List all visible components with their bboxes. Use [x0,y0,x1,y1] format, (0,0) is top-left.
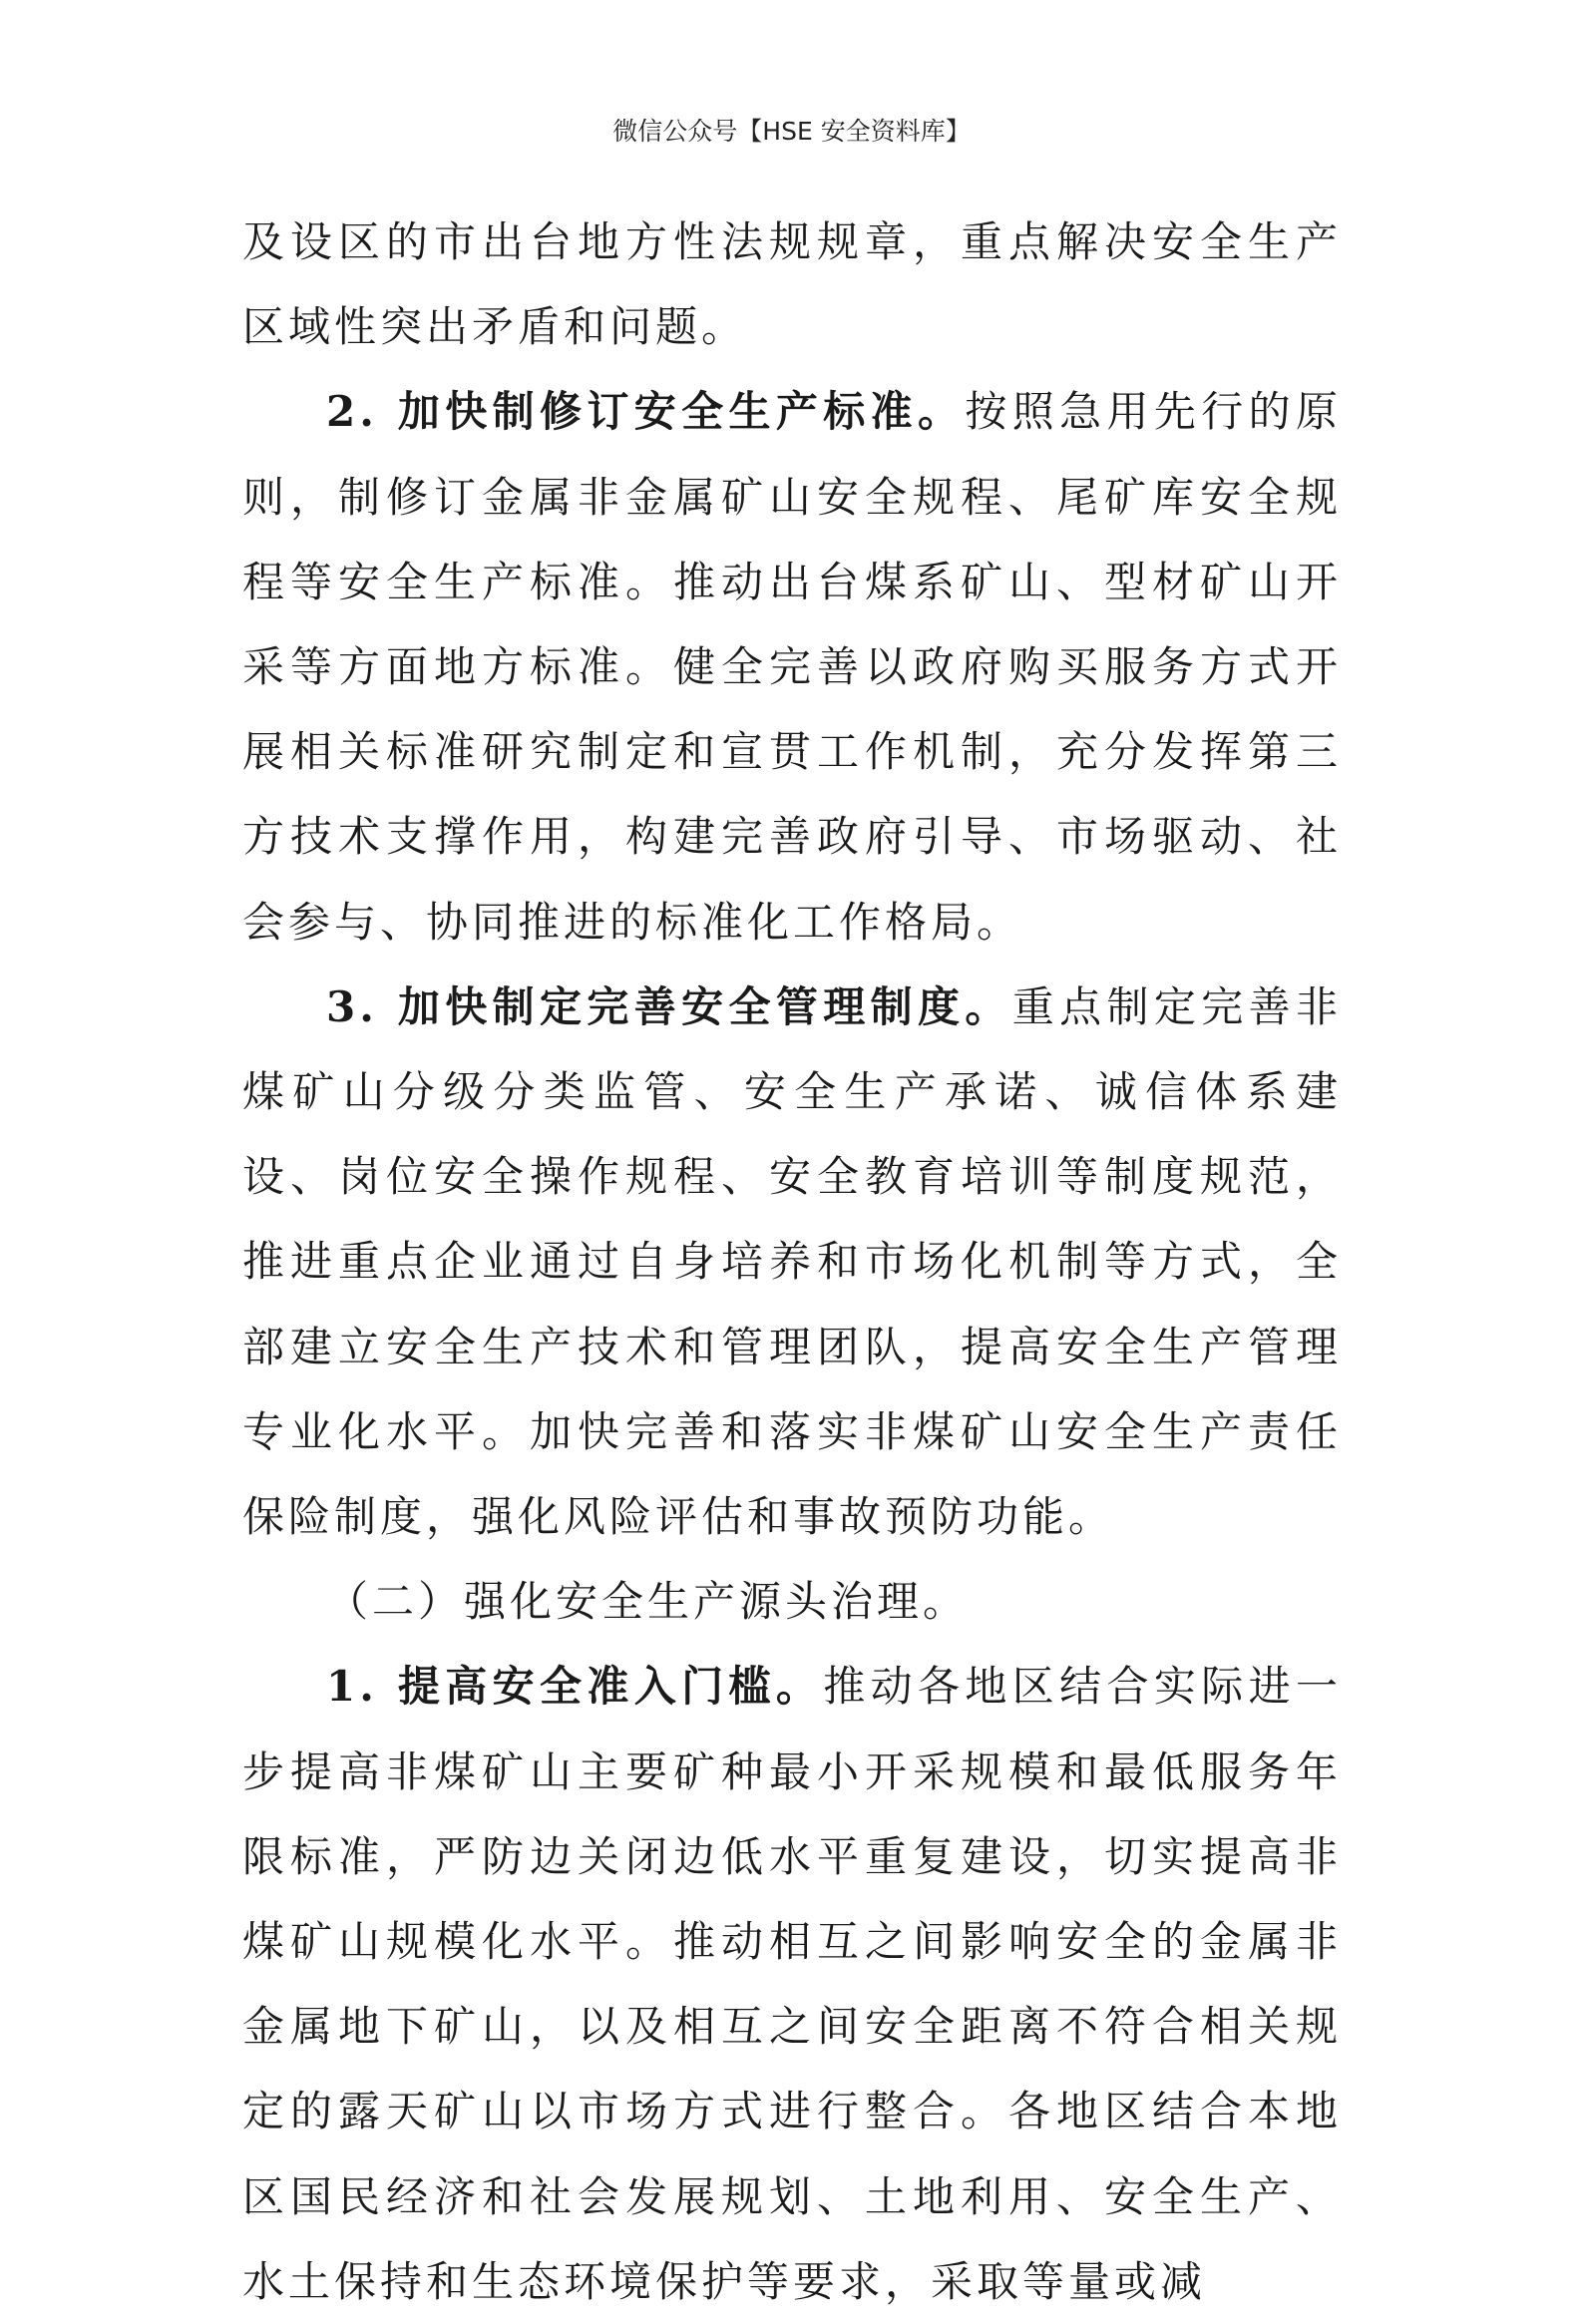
document-body [242,199,1342,2324]
paragraph-2 [242,369,1342,964]
paragraph-4-text: 推动各地区结合实际进一步提高非煤矿山主要矿种最小开采规模和最低服务年限标准，严防边关闭边低水平重复建设，切实提高非煤矿山规模化水平。推动相互之间影响安全的金属非金属地下矿山，以及相互之间安全距离不符合相关规定的露天矿山以市场方式进行整合。各地区结合本地区国民经济和社会发展规划、土地利用、安全生产、水土保持和生态环境保护等要求，采取等量或减 [242,1662,1342,2306]
paragraph-1 [242,199,1342,369]
section-heading [242,1559,1342,1644]
paragraph-3-heading: 3. 加快制定完善安全管理制度。 [326,981,1012,1031]
paragraph-4 [242,1644,1342,2324]
paragraph-2-text: 按照急用先行的原则，制修订金属非金属矿山安全规程、尾矿库安全规程等安全生产标准。推动出台煤系矿山、型材矿山开采等方面地方标准。健全完善以政府购买服务方式开展相关标准研究制定和宣贯工作机制，充分发挥第三方技术支撑作用，构建完善政府引导、市场驱动、社会参与、协同推进的标准化工作格局。 [242,387,1342,947]
section-heading-text: （二）强化安全生产源头治理。 [326,1577,970,1627]
paragraph-4-heading: 1. 提高安全准入门槛。 [326,1662,824,1712]
paragraph-3 [242,965,1342,1559]
paragraph-1-text: 及设区的市出台地方性法规规章，重点解决安全生产区域性突出矛盾和问题。 [242,217,1342,352]
page-header: 微信公众号【HSE 安全资料库】 [612,117,971,146]
paragraph-3-text: 重点制定完善非煤矿山分级分类监管、安全生产承诺、诚信体系建设、岗位安全操作规程、安全教育培训等制度规范，推进重点企业通过自身培养和市场化机制等方式，全部建立安全生产技术和管理团队，提高安全生产管理专业化水平。加快完善和落实非煤矿山安全生产责任保险制度，强化风险评估和事故预防功能。 [242,981,1342,1542]
paragraph-2-heading: 2. 加快制修订安全生产标准。 [326,387,966,437]
